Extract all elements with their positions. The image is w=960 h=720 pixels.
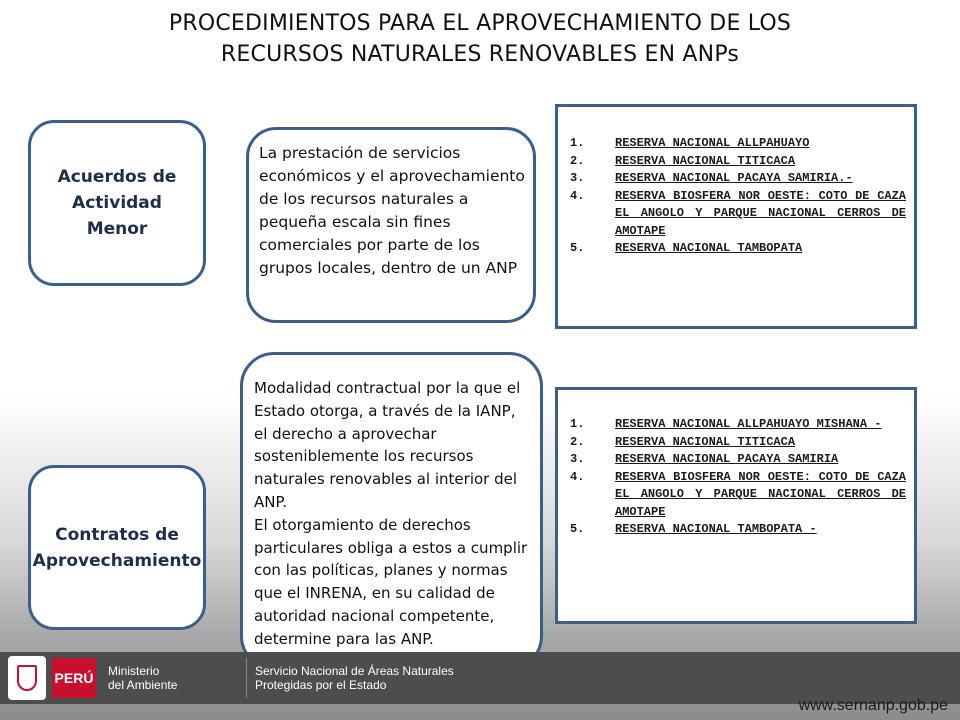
description-contratos xyxy=(240,352,543,670)
peru-logo: PERÚ xyxy=(52,658,96,698)
agency-name: Servicio Nacional de Áreas Naturales Protegidas por el Estado xyxy=(246,658,546,698)
list-item: 1. RESERVA NACIONAL ALLPAHUAYO MISHANA - xyxy=(570,417,882,431)
label-line: Contratos de xyxy=(55,524,179,545)
list-item: 2. RESERVA NACIONAL TITICACA xyxy=(570,434,796,449)
label-contratos-aprovechamiento xyxy=(28,465,206,630)
list-item: 1. RESERVA NACIONAL ALLPAHUAYO xyxy=(570,136,810,150)
list-item: 3. RESERVA NACIONAL PACAYA SAMIRIA.- xyxy=(570,171,853,185)
list-item: 4. RESERVA BIOSFERA NOR OESTE: COTO DE CAZA EL ANGOLO Y PARQUE NACIONAL CERROS DE AMOTAPE xyxy=(570,469,906,519)
peru-crest-icon xyxy=(8,656,46,700)
label-line: Actividad xyxy=(72,193,162,213)
label-line: Aprovechamiento xyxy=(32,550,202,571)
title-line-1: PROCEDIMIENTOS PARA EL APROVECHAMIENTO DE LOS xyxy=(168,11,792,36)
reserve-list-acuerdos xyxy=(555,104,917,329)
list-item: 5. RESERVA NACIONAL TAMBOPATA xyxy=(570,241,803,255)
description-acuerdos xyxy=(246,127,536,323)
list-item: 2. RESERVA NACIONAL TITICACA xyxy=(570,153,796,168)
description-paragraph-2: El otorgamiento de derechos particulares obliga a estos a cumplir con las políticas, planes y normas que el INRENA, en su calidad de autoridad nacional competente, determine para las ANP. xyxy=(254,515,528,648)
list-item: 3. RESERVA NACIONAL PACAYA SAMIRIA xyxy=(570,452,839,466)
description-paragraph-1: Modalidad contractual por la que el Estado otorga, a través de la IANP, el derecho a aprovechar sosteniblemente los recursos naturales renovables al interior del ANP. xyxy=(254,379,521,511)
ministry-name: Ministerio del Ambiente xyxy=(108,664,178,692)
label-line: Menor xyxy=(86,219,148,239)
list-item: 4. RESERVA BIOSFERA NOR OESTE: COTO DE CAZA EL ANGOLO Y PARQUE NACIONAL CERROS DE AMOTAPE xyxy=(570,188,906,238)
title-line-2: RECURSOS NATURALES RENOVABLES EN ANPs xyxy=(220,42,740,67)
description-text: La prestación de servicios económicos y el aprovechamiento de los recursos naturales a pequeña escala sin fines comerciales por parte de los grupos locales, dentro de un ANP xyxy=(259,144,525,277)
label-line: Acuerdos de xyxy=(57,167,177,187)
reserve-list-contratos xyxy=(555,387,917,624)
list-item: 5. RESERVA NACIONAL TAMBOPATA - xyxy=(570,522,817,536)
label-acuerdos-actividad-menor xyxy=(28,120,206,286)
page-title xyxy=(40,8,920,70)
website-url[interactable]: www.sernanp.gob.pe xyxy=(798,697,948,714)
